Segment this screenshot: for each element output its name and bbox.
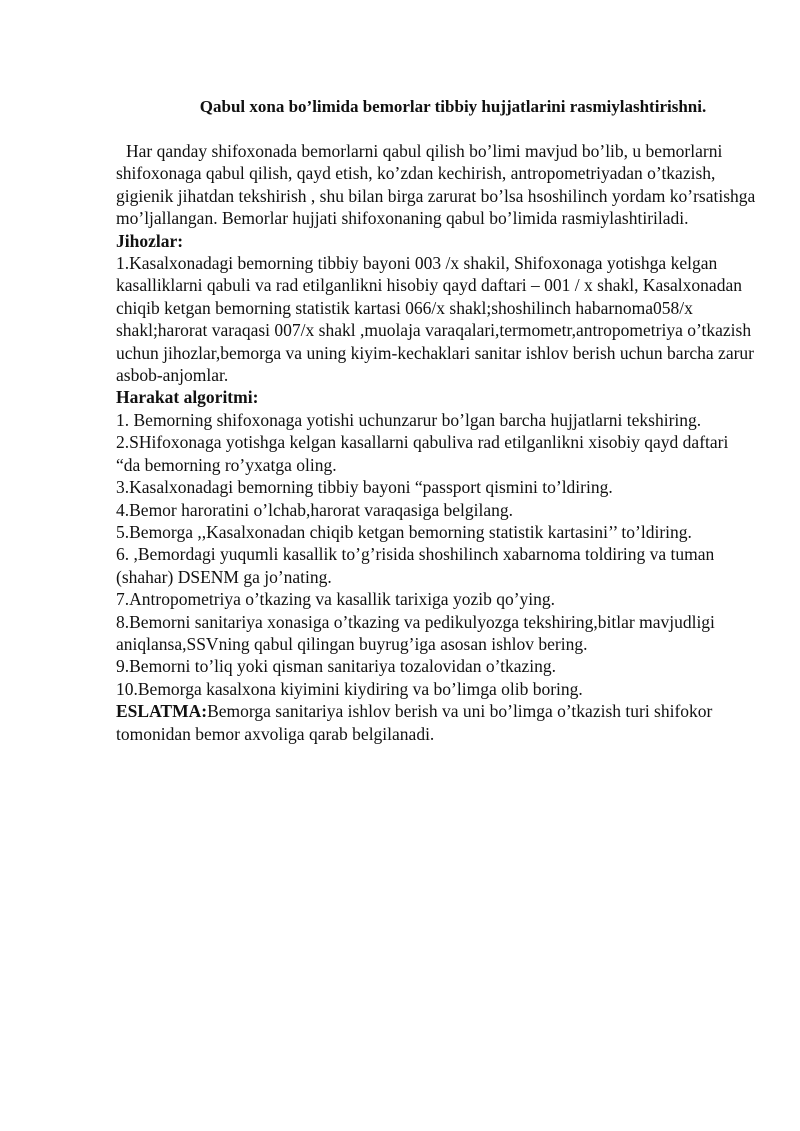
list-item: 1. Bemorning shifoxonaga yotishi uchunzarur bo’lgan barcha hujjatlarni tekshiring. [116,409,702,430]
list-item: 10.Bemorga kasalxona kiyimini kiydiring va bo’limga olib boring. [116,678,583,699]
equipment-paragraph: 1.Kasalxonadagi bemorning tibbiy bayoni 003 /x shakil, Shifoxonaga yotishga kelgan kasalliklarni qabuli va rad etilganlikni hisobiy qayd daftari – 001 / x shakl, Kasalxonadan chiqib ketgan bemorning statistik kartasi 066/x shakl;shoshilinch habarnoma058/x shakl;harorat varaqasi 007/x shakl ,muolaja varaqalari,termometr,antropometriya o’tkazish uchun jihozlar,bemorga va uning kiyim-kechaklari sanitar ishlov berish uchun barcha zarur asbob-anjomlar. [116,253,754,386]
list-item: 7.Antropometriya o’tkazing va kasallik tarixiga yozib qo’ying. [116,589,556,610]
list-item: 8.Bemorni sanitariya xonasiga o’tkazing va pedikulyozga tekshiring,bitlar mavjudligi aniqlansa,SSVning qabul qilingan buyrug’iga asosan ishlov bering. [116,611,715,654]
equipment-heading: Jihozlar: [116,230,184,251]
note-paragraph [116,700,756,745]
list-item: 4.Bemor haroratini o’lchab,harorat varaqasiga belgilang. [116,499,513,520]
document-title: Qabul xona bo’limida bemorlar tibbiy hujjatlarini rasmiylashtirishni. [199,97,707,116]
list-item: 2.SHifoxonaga yotishga kelgan kasallarni qabuliva rad etilganlikni xisobiy qayd daftari “da bemorning ro’yxatga oling. [116,432,729,475]
note-text: Bemorga sanitariya ishlov berish va uni bo’limga o’tkazish turi shifokor tomonidan bemor axvoliga qarab belgilanadi. [116,701,713,744]
document-page [116,96,756,745]
intro-paragraph: Har qanday shifoxonada bemorlarni qabul qilish bo’limi mavjud bo’lib, u bemorlarni shifoxonaga qabul qilish, qayd etish, ko’zdan kechirish, antropometriyadan o’tkazish, gigienik jihatdan tekshirish , shu bilan birga zarurat bo’lsa hsoshilinch yordam ko’rsatishga mo’ljallangan. Bemorlar hujjati shifoxonaning qabul bo’limida rasmiylashtiriladi. [116,141,756,229]
document-body [116,140,756,745]
note-label: ESLATMA: [116,701,208,722]
list-item: 3.Kasalxonadagi bemorning tibbiy bayoni “passport qismini to’ldiring. [116,477,613,498]
algorithm-heading: Harakat algoritmi: [116,387,259,408]
algorithm-steps-list [116,409,756,700]
list-item: 5.Bemorga ,,Kasalxonadan chiqib ketgan bemorning statistik kartasini’’ to’ldiring. [116,521,692,542]
list-item: 6. ,Bemordagi yuqumli kasallik to’g’risida shoshilinch xabarnoma toldiring va tuman (shahar) DSENM ga jo’nating. [116,544,715,587]
list-item: 9.Bemorni to’liq yoki qisman sanitariya tozalovidan o’tkazing. [116,656,557,677]
